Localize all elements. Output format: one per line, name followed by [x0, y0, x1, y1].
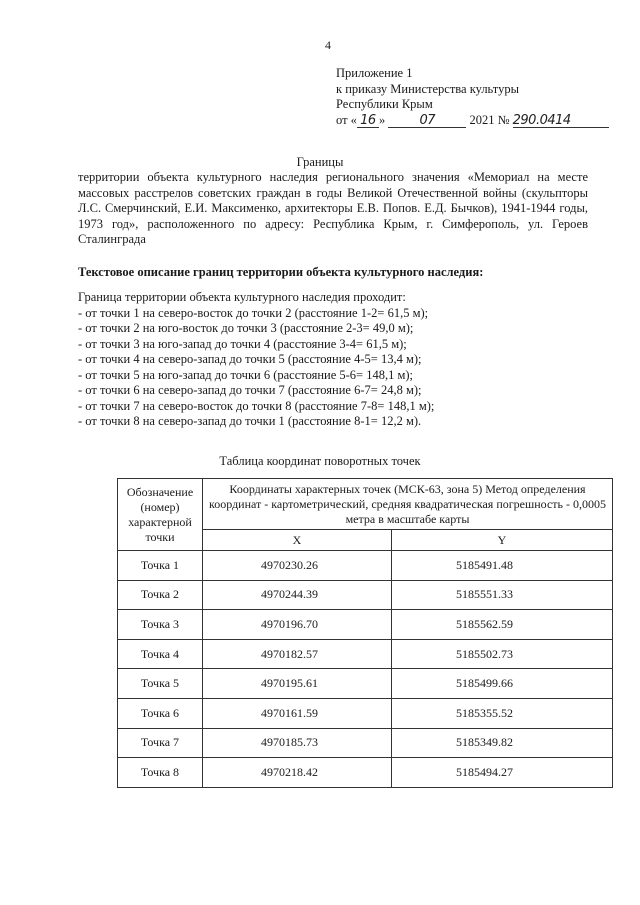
header-y: Y	[392, 530, 613, 551]
table-row	[118, 728, 613, 758]
point-x: 4970195.61	[203, 669, 392, 699]
point-name: Точка 5	[118, 669, 203, 699]
point-name: Точка 8	[118, 758, 203, 788]
pass-item: - от точки 7 на северо-восток до точки 8 (расстояние 7-8= 148,1 м);	[78, 398, 435, 413]
appendix-date-line	[336, 113, 609, 129]
pass-item: - от точки 3 на юго-запад до точки 4 (расстояние 3-4= 61,5 м);	[78, 336, 407, 351]
pass-item: - от точки 2 на юго-восток до точки 3 (расстояние 2-3= 49,0 м);	[78, 321, 414, 335]
pass-item: - от точки 5 на юго-запад до точки 6 (расстояние 5-6= 148,1 м);	[78, 367, 414, 382]
handwritten-month: 07	[419, 112, 436, 128]
point-y: 5185491.48	[392, 551, 613, 581]
table-row	[118, 639, 613, 669]
pass-item: - от точки 1 на северо-восток до точки 2 (расстояние 1-2= 61,5 м);	[78, 305, 429, 320]
header-point-name: Обозначение (номер) характерной точки	[118, 479, 203, 551]
table-row	[118, 698, 613, 728]
document-title: Границы	[296, 155, 344, 169]
point-y: 5185502.73	[392, 639, 613, 669]
point-name: Точка 7	[118, 728, 203, 758]
table-row	[118, 669, 613, 699]
pass-item: - от точки 4 на северо-запад до точки 5 (расстояние 4-5= 13,4 м);	[78, 352, 422, 366]
point-name: Точка 3	[118, 610, 203, 640]
point-y: 5185499.66	[392, 669, 613, 699]
table-header-row	[118, 479, 613, 530]
section-heading: Текстовое описание границ территории объекта культурного наследия:	[78, 265, 484, 279]
table-row	[118, 610, 613, 640]
coordinates-table	[117, 478, 613, 788]
header-x: X	[203, 530, 392, 551]
point-x: 4970218.42	[203, 758, 392, 788]
point-name: Точка 2	[118, 580, 203, 610]
point-y: 5185551.33	[392, 580, 613, 610]
passes-intro: Граница территории объекта культурного наследия проходит:	[78, 290, 406, 304]
handwritten-number: 290.0414	[512, 112, 571, 128]
appendix-title: Приложение 1	[336, 66, 413, 80]
handwritten-day: 16	[360, 112, 376, 128]
pass-item: - от точки 6 на северо-запад до точки 7 (расстояние 6-7= 24,8 м);	[78, 383, 422, 397]
table-row	[118, 758, 613, 788]
point-x: 4970161.59	[203, 698, 392, 728]
date-year: 2021 №	[469, 112, 510, 127]
point-y: 5185562.59	[392, 610, 613, 640]
point-x: 4970182.57	[203, 639, 392, 669]
table-caption: Таблица координат поворотных точек	[219, 454, 421, 468]
boundary-description: территории объекта культурного наследия регионального значения «Мемориал на месте массовых расстрелов советских граждан в годы Великой Отечественной войны (скульпторы Л.С. Смерчинский, Е.И. Максименко, архитекторы Е.В. Попов. Е.Д. Бычков), 1941-1944 годы, 1973 год», расположенного по адресу: Республика Крым, г. Симферополь, ул. Героев Сталинграда	[78, 170, 588, 246]
point-x: 4970244.39	[203, 580, 392, 610]
appendix-block	[336, 66, 609, 128]
pass-item: - от точки 8 на северо-запад до точки 1 (расстояние 8-1= 12,2 м).	[78, 414, 422, 428]
appendix-republic: Республики Крым	[336, 97, 433, 111]
boundary-passes	[78, 290, 434, 430]
point-y: 5185494.27	[392, 758, 613, 788]
header-coordinates: Координаты характерных точек (МСК-63, зона 5) Метод определения координат - картометрический, средняя квадратическая погрешность - 0,0005 метра в масштабе карты	[203, 479, 613, 530]
page-number: 4	[325, 38, 331, 52]
point-name: Точка 4	[118, 639, 203, 669]
table-row	[118, 551, 613, 581]
point-y: 5185355.52	[392, 698, 613, 728]
point-x: 4970196.70	[203, 610, 392, 640]
point-x: 4970185.73	[203, 728, 392, 758]
point-name: Точка 1	[118, 551, 203, 581]
appendix-order: к приказу Министерства культуры	[336, 81, 519, 96]
date-prefix: от «	[336, 112, 357, 127]
point-y: 5185349.82	[392, 728, 613, 758]
date-mid: »	[378, 112, 386, 127]
table-row	[118, 580, 613, 610]
point-x: 4970230.26	[203, 551, 392, 581]
point-name: Точка 6	[118, 698, 203, 728]
